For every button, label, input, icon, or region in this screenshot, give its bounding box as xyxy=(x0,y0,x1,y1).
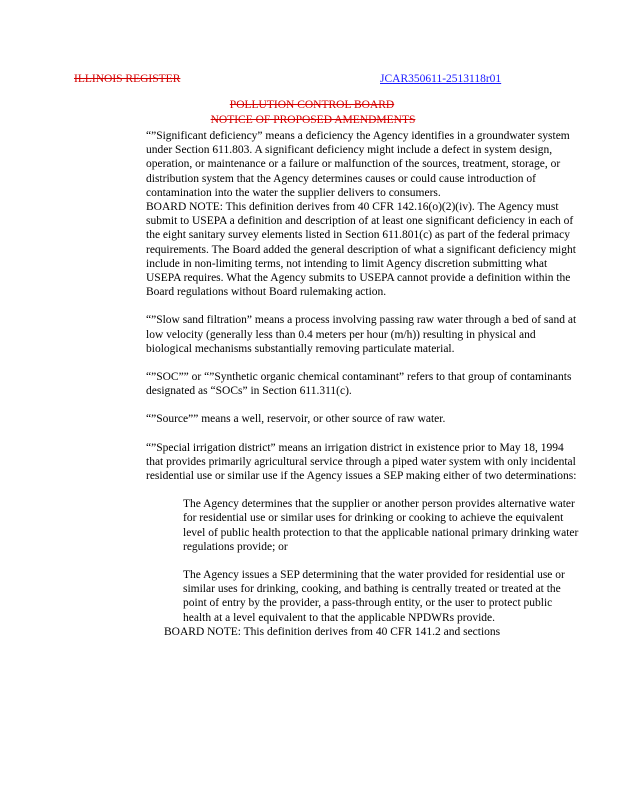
board-title: POLLUTION CONTROL BOARD xyxy=(229,99,395,111)
determination-alternative-water: The Agency determines that the supplier or another person provides alternative water for residential use or similar uses for drinking or cooking to achieve the equivalent level of public health protection to that the applicable national primary drinking water regulations provide; or xyxy=(183,498,579,553)
register-title: ILLINOIS REGISTER xyxy=(74,73,181,85)
notice-title: NOTICE OF PROPOSED AMENDMENTS xyxy=(210,114,416,126)
document-body xyxy=(146,129,582,639)
definition-source: “”Source”” means a well, reservoir, or other source of raw water. xyxy=(146,413,446,426)
definition-special-irrigation-district: “”Special irrigation district” means an irrigation district in existence prior to May 18, 1994 that provides primarily agricultural service through a piped water system with only incidental residential use or similar use if the Agency issues a SEP making either of two determinations: xyxy=(146,441,577,483)
definition-slow-sand-filtration: “”Slow sand filtration” means a process involving passing raw water through a bed of sand at low velocity (generally less than 0.4 meters per hour (m/h)) resulting in physical and biological mechanisms substantially removing particulate material. xyxy=(146,314,577,355)
definition-soc: “”SOC”” or “”Synthetic organic chemical contaminant” refers to that group of contaminants designated as “SOCs” in Section 611.311(c). xyxy=(146,371,572,398)
document-id-link[interactable]: JCAR350611-2513118r01 xyxy=(380,73,502,85)
board-note-significant-deficiency: BOARD NOTE: This definition derives from 40 CFR 142.16(o)(2)(iv). The Agency must submit to USEPA a definition and description of at least one significant deficiency in each of the eight sanitary survey elements listed in Section 611.801(c) as part of the federal primacy requirements. The Board added the general description of what a significant deficiency might include in non-limiting terms, not intending to limit Agency discretion submitting what USEPA requires. What the Agency submits to USEPA cannot provide a definition within the Board regulations without Board rulemaking action. xyxy=(146,201,576,299)
board-note-special-irrigation: BOARD NOTE: This definition derives from 40 CFR 141.2 and sections xyxy=(164,625,501,638)
determination-sep-treatment: The Agency issues a SEP determining that the water provided for residential use or similar uses for drinking, cooking, and bathing is centrally treated or treated at the point of entry by the provider, a pass-through entity, or the user to protect public health at a level equivalent to that the applicable NPDWRs provide. xyxy=(183,569,565,624)
definition-significant-deficiency: “”Significant deficiency” means a deficiency the Agency identifies in a groundwater system under Section 611.803. A significant deficiency might include a defect in system design, operation, or maintenance or a failure or malfunction of the sources, treatment, storage, or distribution system that the Agency determines causes or could cause introduction of contamination into the water the supplier delivers to consumers. xyxy=(146,130,570,199)
